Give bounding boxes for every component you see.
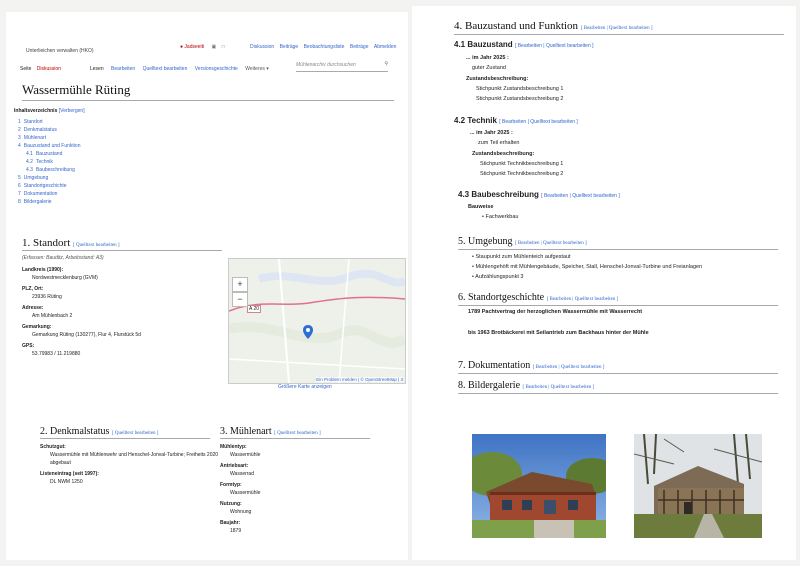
list-item-text: Mühlengehöft mit Mühlengebäude, Speicher, Stall, Henschel-Jonval-Turbine und Freianlagen	[475, 264, 703, 270]
edit-link[interactable]: Bearbeiten	[525, 385, 548, 390]
field-value: 53.79983 / 11.219880	[32, 351, 81, 357]
field-label: GPS:	[22, 343, 35, 349]
section-rule	[458, 305, 778, 306]
list-item: • Aufzählungspunkt 3	[472, 274, 524, 280]
subsection-heading-42	[454, 116, 578, 125]
toc-item-number: 1	[18, 119, 21, 125]
toc-item-label: Bauzustand und Funktion	[23, 143, 81, 149]
section-rule	[458, 393, 778, 394]
section-title: 5. Umgebung	[458, 236, 513, 247]
section-edit-links: [ Quelltext bearbeiten ]	[73, 243, 120, 248]
section-heading-denkmal	[40, 426, 158, 437]
edit-source-link[interactable]: Quelltext bearbeiten	[560, 365, 602, 370]
toc-item-label: Dokumentation	[23, 191, 58, 197]
subsection-title: 4.1 Bauzustand	[454, 40, 513, 49]
section-heading-dokumentation	[458, 360, 604, 371]
mill-side-photo	[634, 434, 762, 538]
toc-item-number: 6	[18, 183, 21, 189]
field-label: Antriebsart:	[220, 463, 249, 469]
tab-more-label: Weiteres	[245, 66, 265, 72]
field-value: DL NWM 1250	[50, 479, 83, 485]
field-label: Adresse:	[22, 305, 44, 311]
section-edit-links: [ Quelltext bearbeiten ]	[111, 431, 159, 436]
section-heading-bauzustand	[454, 20, 653, 32]
toolbar-title: Unterlieichen verwalten (HKO)	[26, 48, 94, 54]
section-rule	[458, 249, 778, 250]
personal-link[interactable]: Beiträge	[349, 44, 369, 50]
year-value: zum Teil erhalten	[478, 140, 520, 146]
section-edit-links: [ Bearbeiten | Quelltext bearbeiten ]	[580, 26, 653, 31]
toc-item-number: 4.1	[26, 151, 33, 157]
section-title: 7. Dokumentation	[458, 360, 531, 371]
desc-label: Zustandsbeschreibung:	[466, 76, 529, 82]
toc-item-number: 4	[18, 143, 21, 149]
toc-item-label: Technik	[35, 159, 53, 165]
section-heading-muehlenart	[220, 426, 321, 437]
page-title: Wassermühle Rüting	[22, 82, 131, 97]
subsection-heading-43	[458, 190, 620, 199]
tab-edit[interactable]: Bearbeiten	[111, 66, 136, 72]
denkmal-fields	[40, 443, 230, 489]
namespace-tabs	[20, 66, 61, 72]
edit-source-link[interactable]: Quelltext bearbeiten	[572, 193, 617, 199]
desc-point: Stichpunkt Technikbeschreibung 2	[480, 171, 564, 177]
toc-item-label: Standort	[23, 119, 43, 125]
toc-item-number: 2	[18, 127, 21, 133]
section-heading-standort	[22, 237, 120, 249]
personal-link[interactable]: Abmelden	[373, 44, 397, 50]
tab-read[interactable]: Lesen	[90, 66, 104, 72]
standort-fields	[22, 266, 141, 361]
list-item: • Fachwerkbau	[482, 214, 519, 220]
user-menu[interactable]	[180, 44, 225, 50]
field-label: Gemarkung:	[22, 324, 52, 330]
section-title: 6. Standortgeschichte	[458, 292, 545, 303]
desc-point: Stichpunkt Zustandsbeschreibung 1	[476, 86, 564, 92]
edit-source-link[interactable]: Quelltext bearbeiten	[75, 243, 117, 248]
section-edit-links: [ Bearbeiten | Quelltext bearbeiten ]	[514, 43, 594, 49]
gallery-image-mill-front[interactable]	[472, 434, 606, 538]
muehlenart-fields	[220, 443, 260, 538]
section-heading-geschichte	[458, 292, 618, 303]
standort-subtitle: (Erfassen: Bauditz, Arbeitsstand: A3)	[22, 255, 104, 261]
personal-link[interactable]: Diskussion	[250, 44, 275, 50]
toc-item-label: Mühlenart	[23, 135, 47, 141]
tab-more[interactable]	[245, 66, 269, 72]
field-value: Wasserrad	[230, 471, 254, 477]
zoom-in-button[interactable]: +	[232, 277, 248, 292]
toc-item[interactable]	[18, 126, 124, 134]
section-edit-links: [ Bearbeiten | Quelltext bearbeiten ]	[532, 365, 605, 370]
list-item-text: Fachwerkbau	[485, 214, 519, 220]
edit-source-link[interactable]: Quelltext bearbeiten	[114, 431, 156, 436]
personal-link[interactable]: Beiträge	[279, 44, 299, 50]
toc-item-label: Standortgeschichte	[23, 183, 67, 189]
history-line: 1789 Pachtvertrag der herzoglichen Wassermühle mit Wasserrecht	[468, 309, 643, 315]
section-title: 1. Standort	[22, 237, 71, 249]
tab-history[interactable]: Versionsgeschichte	[194, 66, 238, 72]
field-value: Wassermühle	[230, 490, 261, 496]
field-value: Nordwestmecklenburg (GVM)	[32, 275, 98, 281]
personal-links	[250, 44, 396, 50]
map-canvas	[229, 259, 405, 383]
edit-source-link[interactable]: Quelltext bearbeiten	[543, 241, 584, 246]
edit-link[interactable]: Bearbeiten	[517, 43, 542, 49]
subsection-heading-41	[454, 40, 594, 49]
edit-source-link[interactable]: Quelltext bearbeiten	[530, 119, 576, 125]
toc-item-number: 8	[18, 199, 21, 205]
gallery-image-mill-side[interactable]	[634, 434, 762, 538]
section-rule	[454, 34, 784, 35]
location-map[interactable]	[228, 258, 406, 384]
road-label: A 20	[249, 306, 260, 312]
zoom-out-button[interactable]: −	[232, 292, 248, 307]
section-rule	[220, 438, 370, 439]
personal-link[interactable]: Beobachtungsliste	[303, 44, 345, 50]
list-item: • Staupunkt zum Mühlenteich aufgestaut	[472, 254, 571, 260]
tab-edit-source[interactable]: Quelltext bearbeiten	[142, 66, 188, 72]
field-value: Wohnung	[230, 509, 252, 515]
field-value: Wassermühle	[230, 452, 261, 458]
year-label: ... im Jahr 2025 :	[466, 55, 509, 61]
desc-point: Stichpunkt Zustandsbeschreibung 2	[476, 96, 564, 102]
edit-link[interactable]: Bearbeiten	[583, 26, 606, 31]
field-value: Am Mühlenbach 2	[32, 313, 73, 319]
edit-source-link[interactable]: Quelltext bearbeiten	[608, 26, 650, 31]
desc-point: Stichpunkt Technikbeschreibung 1	[480, 161, 564, 167]
field-label: Nutzung:	[220, 501, 242, 507]
bell-icon[interactable]: □	[221, 44, 225, 50]
year-label: ... im Jahr 2025 :	[470, 130, 513, 136]
tab-page[interactable]: Seite	[20, 66, 32, 72]
toc-item-number: 4.2	[26, 159, 33, 165]
toc-title: Inhaltsverzeichnis	[14, 108, 58, 114]
map-attribution[interactable]: Ein Problem melden | © OpenStreetMap | 3	[316, 377, 403, 382]
search-box[interactable]	[296, 62, 388, 72]
field-label: Landkreis (1990):	[22, 267, 64, 273]
chevron-down-icon: ▾	[266, 66, 269, 72]
field-label: Listeneintrag (seit 1997):	[40, 471, 99, 477]
toc-item-label: Baubeschreibung	[35, 167, 75, 173]
field-label: Mühlentyp:	[220, 444, 247, 450]
toc-item[interactable]	[26, 158, 124, 166]
toc-item-label: Bauzustand	[35, 151, 63, 157]
section-title: 2. Denkmalstatus	[40, 426, 110, 437]
list-item-text: Staupunkt zum Mühlenteich aufgestaut	[475, 254, 571, 260]
field-value: 1879	[230, 528, 242, 534]
toc	[14, 108, 124, 206]
field-value: Gemarkung Rüting (130277), Flur 4, Flurstück 5d	[32, 332, 141, 338]
left-page	[6, 12, 408, 560]
map-caption-link[interactable]: Größere Karte anzeigen	[278, 384, 332, 390]
toc-item-number: 7	[18, 191, 21, 197]
mill-front-photo	[472, 434, 606, 538]
toc-item[interactable]	[18, 174, 124, 182]
map-marker-icon[interactable]	[303, 325, 313, 339]
subsection-title: 4.3 Baubeschreibung	[458, 190, 539, 199]
section-rule	[22, 250, 222, 251]
section-heading-umgebung	[458, 236, 587, 247]
section-edit-links: [ Bearbeiten | Quelltext bearbeiten ]	[541, 193, 620, 199]
toc-header	[14, 108, 124, 114]
field-label: Formtyp:	[220, 482, 242, 488]
toc-item[interactable]	[26, 166, 124, 174]
toc-item-label: Umgebung	[23, 175, 49, 181]
section-edit-links: [ Bearbeiten | Quelltext bearbeiten ]	[499, 119, 578, 125]
search-input[interactable]: Mühlenarchiv durchsuchen	[296, 62, 356, 68]
field-value: Wassermühle mit Mühlenwehr und Henschel-Jonval-Turbine; Freiheits 2020 abgebaut	[50, 452, 219, 466]
section-heading-galerie	[458, 380, 594, 391]
toc-item[interactable]	[18, 118, 124, 126]
toc-item[interactable]	[18, 134, 124, 142]
edit-source-link[interactable]: Quelltext bearbeiten	[574, 297, 616, 302]
toc-item[interactable]	[18, 182, 124, 190]
user-icon: ●	[180, 44, 184, 50]
notice-icon[interactable]: ▣	[211, 44, 217, 50]
list-item: • Mühlengehöft mit Mühlengebäude, Speicher, Stall, Henschel-Jonval-Turbine und Freianlagen	[472, 264, 703, 270]
section-edit-links: [ Quelltext bearbeiten ]	[274, 431, 321, 436]
section-rule	[40, 438, 210, 439]
view-tabs	[90, 66, 269, 72]
toc-item-number: 4.3	[26, 167, 33, 173]
section-title: 4. Bauzustand und Funktion	[454, 20, 579, 32]
section-edit-links: [ Bearbeiten | Quelltext bearbeiten ]	[514, 241, 587, 246]
list-item-text: Aufzählungspunkt 3	[475, 274, 524, 280]
right-page	[412, 6, 796, 560]
toc-item[interactable]	[18, 198, 124, 206]
field-label: Baujahr:	[220, 520, 241, 526]
section-title: 8. Bildergalerie	[458, 380, 521, 391]
bauweise-label: Bauweise	[468, 204, 494, 210]
edit-link[interactable]: Bearbeiten	[543, 193, 569, 199]
toc-item-number: 5	[18, 175, 21, 181]
title-rule	[22, 100, 394, 101]
edit-link[interactable]: Bearbeiten	[549, 297, 572, 302]
toc-item-number: 3	[18, 135, 21, 141]
toc-item[interactable]	[26, 150, 124, 158]
section-edit-links: [ Bearbeiten | Quelltext bearbeiten ]	[546, 297, 619, 302]
toc-item-label: Bildergalerie	[23, 199, 52, 205]
edit-link[interactable]: Bearbeiten	[517, 241, 540, 246]
field-label: PLZ, Ort:	[22, 286, 44, 292]
history-line: bis 1963 Brotbäckerei mit Seilantrieb zum Backhaus hinter der Mühle	[468, 330, 649, 336]
search-icon[interactable]: ⚲	[384, 61, 388, 67]
section-rule	[458, 373, 778, 374]
edit-link[interactable]: Bearbeiten	[502, 119, 527, 125]
year-value: guter Zustand	[472, 65, 506, 71]
edit-source-link[interactable]: Quelltext bearbeiten	[550, 385, 592, 390]
edit-source-link[interactable]: Quelltext bearbeiten	[277, 431, 318, 436]
toc-item[interactable]	[18, 142, 124, 150]
toc-toggle[interactable]: [Verbergen]	[58, 108, 85, 114]
edit-link[interactable]: Bearbeiten	[535, 365, 558, 370]
subsection-title: 4.2 Technik	[454, 116, 497, 125]
tab-discussion[interactable]: Diskussion	[36, 66, 61, 72]
edit-source-link[interactable]: Quelltext bearbeiten	[545, 43, 591, 49]
toc-item[interactable]	[18, 190, 124, 198]
user-name[interactable]: Jadseeiti	[184, 44, 205, 50]
toc-item-label: Denkmalstatus	[23, 127, 57, 133]
desc-label: Zustandsbeschreibung:	[472, 151, 535, 157]
field-label: Schutzgut:	[40, 444, 66, 450]
section-edit-links: [ Bearbeiten | Quelltext bearbeiten ]	[522, 385, 595, 390]
field-value: 23936 Rüting	[32, 294, 62, 300]
toc-list	[14, 118, 124, 206]
section-title: 3. Mühlenart	[220, 426, 272, 437]
